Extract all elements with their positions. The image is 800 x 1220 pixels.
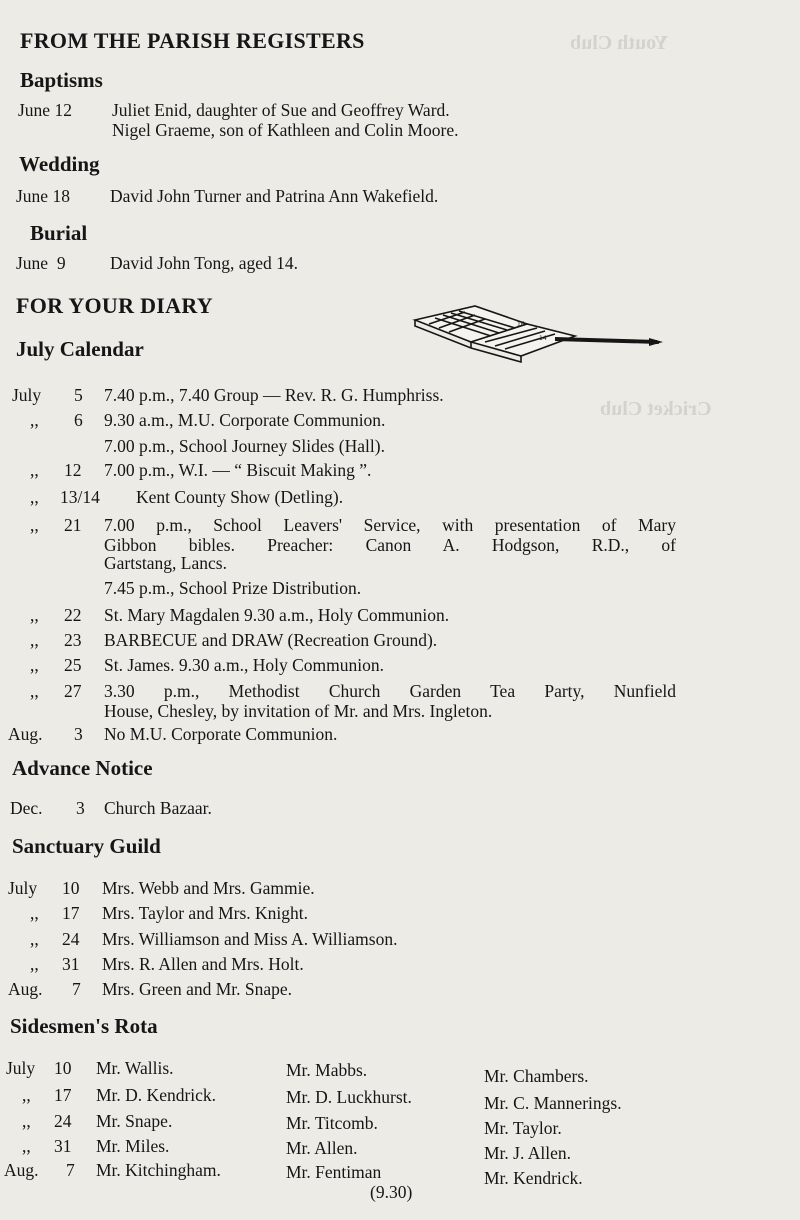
- rota-month: July: [6, 1058, 36, 1078]
- calendar-entry: 7.00 p.m., School Journey Slides (Hall).: [104, 436, 385, 456]
- calendar-entry: Kent County Show (Detling).: [136, 487, 344, 507]
- guild-day: 7: [72, 979, 81, 999]
- calendar-day: 3: [74, 724, 83, 744]
- wedding-date: June 18: [16, 186, 70, 206]
- calendar-entry: St. Mary Magdalen 9.30 a.m., Holy Communion.: [104, 605, 450, 625]
- calendar-day: 12: [64, 460, 82, 480]
- page-title: FROM THE PARISH REGISTERS: [20, 28, 365, 53]
- guild-day: 24: [62, 929, 80, 949]
- rota-sidesman: Mr. Snape.: [96, 1111, 173, 1131]
- rota-sidesman: Mr. D. Kendrick.: [96, 1085, 217, 1105]
- sanctuary-guild-heading: Sanctuary Guild: [12, 834, 161, 858]
- guild-month: ,,: [30, 954, 39, 974]
- guild-day: 31: [62, 954, 80, 974]
- calendar-month: July: [12, 385, 42, 405]
- calendar-month: ,,: [30, 460, 39, 480]
- calendar-month: ,,: [30, 515, 39, 535]
- calendar-day: 5: [74, 385, 83, 405]
- rota-day: 7: [66, 1160, 75, 1180]
- wedding-heading: Wedding: [19, 152, 100, 176]
- calendar-entry: St. James. 9.30 a.m., Holy Communion.: [104, 655, 384, 675]
- rota-month: ,,: [22, 1136, 31, 1156]
- guild-month: Aug.: [8, 979, 43, 999]
- calendar-entry: 9.30 a.m., M.U. Corporate Communion.: [104, 410, 386, 430]
- guild-day: 10: [62, 878, 80, 898]
- calendar-entry: 7.40 p.m., 7.40 Group — Rev. R. G. Humphriss.: [104, 385, 444, 405]
- guild-entry: Mrs. Taylor and Mrs. Knight.: [102, 903, 309, 923]
- calendar-day: 21: [64, 515, 82, 535]
- calendar-entry: 7.00 p.m., W.I. — “ Biscuit Making ”.: [104, 460, 372, 480]
- svg-text:16: 16: [517, 321, 525, 328]
- rota-sidesman: Mr. D. Luckhurst.: [286, 1087, 412, 1107]
- rota-sidesman: Mr. C. Mannerings.: [484, 1093, 622, 1113]
- calendar-day: 6: [74, 410, 83, 430]
- calendar-month: ,,: [30, 630, 39, 650]
- calendar-day: 23: [64, 630, 82, 650]
- calendar-month: ,,: [30, 487, 39, 507]
- calendar-entry: Gibbon bibles. Preacher: Canon A. Hodgson, R.D., of: [104, 535, 676, 555]
- calendar-month: Aug.: [8, 724, 43, 744]
- rota-sidesman: Mr. Chambers.: [484, 1066, 589, 1086]
- rota-month: ,,: [22, 1111, 31, 1131]
- bleed-heading-youth-club: Youth Club: [570, 32, 669, 54]
- baptisms-heading: Baptisms: [20, 68, 103, 92]
- rota-sidesman: Mr. Kitchingham.: [96, 1160, 221, 1180]
- rota-sidesman: Mr. Taylor.: [484, 1118, 562, 1138]
- rota-day: 24: [54, 1111, 72, 1131]
- calendar-entry: 7.45 p.m., School Prize Distribution.: [104, 578, 362, 598]
- advance-notice-day: 3: [76, 798, 85, 818]
- calendar-entry: 3.30 p.m., Methodist Church Garden Tea Party, Nunfield: [104, 681, 676, 701]
- rota-sidesman: Mr. Titcomb.: [286, 1113, 378, 1133]
- rota-day: 17: [54, 1085, 72, 1105]
- burial-heading: Burial: [30, 221, 88, 245]
- calendar-day: 25: [64, 655, 82, 675]
- advance-notice-entry: Church Bazaar.: [104, 798, 212, 818]
- guild-entry: Mrs. R. Allen and Mrs. Holt.: [102, 954, 304, 974]
- guild-entry: Mrs. Green and Mr. Snape.: [102, 979, 293, 999]
- calendar-month: ,,: [30, 681, 39, 701]
- guild-month: July: [8, 878, 38, 898]
- wedding-entry: David John Turner and Patrina Ann Wakefield.: [110, 186, 439, 206]
- rota-sidesman: Mr. Wallis.: [96, 1058, 174, 1078]
- calendar-entry: BARBECUE and DRAW (Recreation Ground).: [104, 630, 438, 650]
- guild-month: ,,: [30, 929, 39, 949]
- burial-entry: David John Tong, aged 14.: [110, 253, 299, 273]
- sidesmens-rota-heading: Sidesmen's Rota: [10, 1014, 158, 1038]
- baptisms-date: June 12: [18, 100, 72, 120]
- calendar-entry: Gartstang, Lancs.: [104, 553, 227, 573]
- rota-sidesman: Mr. Allen.: [286, 1138, 358, 1158]
- guild-entry: Mrs. Webb and Mrs. Gammie.: [102, 878, 315, 898]
- july-calendar-heading: July Calendar: [16, 337, 144, 361]
- calendar-day: 22: [64, 605, 82, 625]
- calendar-month: ,,: [30, 605, 39, 625]
- rota-sidesman: Mr. Kendrick.: [484, 1168, 583, 1188]
- calendar-entry: No M.U. Corporate Communion.: [104, 724, 338, 744]
- rota-month: Aug.: [4, 1160, 39, 1180]
- rota-day: 10: [54, 1058, 72, 1078]
- calendar-entry: 7.00 p.m., School Leavers' Service, with presentation of Mary: [104, 515, 676, 535]
- calendar-month: ,,: [30, 410, 39, 430]
- calendar-day: 13/14: [60, 487, 100, 507]
- calendar-month: ,,: [30, 655, 39, 675]
- calendar-entry: House, Chesley, by invitation of Mr. and Mrs. Ingleton.: [104, 701, 493, 721]
- rota-sidesman: Mr. Mabbs.: [286, 1060, 368, 1080]
- baptism-entry: Juliet Enid, daughter of Sue and Geoffrey Ward.: [112, 100, 450, 120]
- rota-month: ,,: [22, 1085, 31, 1105]
- guild-entry: Mrs. Williamson and Miss A. Williamson.: [102, 929, 398, 949]
- baptism-entry: Nigel Graeme, son of Kathleen and Colin Moore.: [112, 120, 459, 140]
- rota-footnote: (9.30): [370, 1182, 413, 1202]
- diary-title: FOR YOUR DIARY: [16, 293, 213, 318]
- rota-day: 31: [54, 1136, 72, 1156]
- rota-sidesman: Mr. J. Allen.: [484, 1143, 572, 1163]
- open-diary-with-pen-icon: [405, 300, 665, 364]
- advance-notice-heading: Advance Notice: [12, 756, 153, 780]
- rota-sidesman: Mr. Miles.: [96, 1136, 170, 1156]
- calendar-day: 27: [64, 681, 82, 701]
- burial-date: June 9: [16, 253, 66, 273]
- guild-month: ,,: [30, 903, 39, 923]
- guild-day: 17: [62, 903, 80, 923]
- svg-text:14: 14: [539, 335, 547, 342]
- bleed-heading-cricket-club: Cricket Club: [600, 398, 712, 420]
- advance-notice-month: Dec.: [10, 798, 43, 818]
- rota-sidesman: Mr. Fentiman: [286, 1162, 382, 1182]
